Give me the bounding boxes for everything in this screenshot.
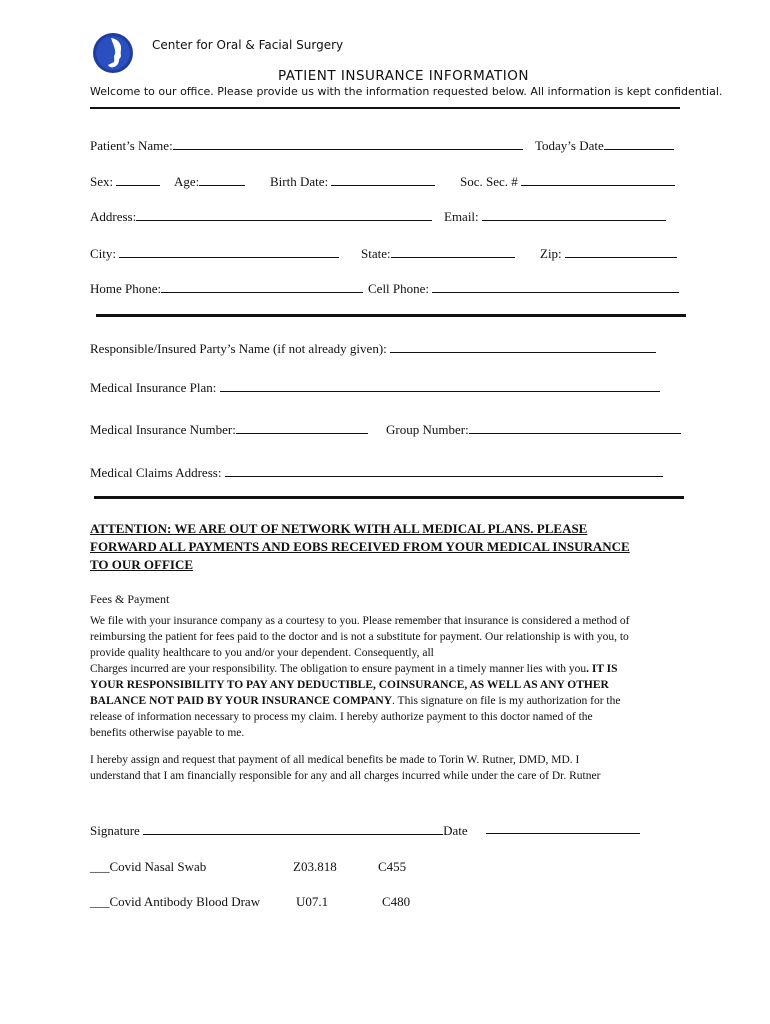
zip-field[interactable] bbox=[565, 245, 677, 258]
today-date-field[interactable] bbox=[604, 137, 674, 150]
fees-bold-text: BALANCE NOT PAID BY YOUR INSURANCE COMPANY bbox=[90, 695, 392, 707]
claims-field[interactable] bbox=[225, 464, 663, 477]
insurance-number-field[interactable] bbox=[236, 421, 368, 434]
birth-date-label: Birth Date: bbox=[270, 174, 329, 189]
zip-row bbox=[540, 245, 677, 262]
fees-bold-text: . IT IS bbox=[586, 663, 618, 675]
fees-line bbox=[90, 661, 690, 677]
sex-label: Sex: bbox=[90, 174, 114, 189]
patient-name-label: Patient’s Name: bbox=[90, 138, 173, 153]
insurance-number-label: Medical Insurance Number: bbox=[90, 422, 236, 437]
assignment-paragraph bbox=[90, 752, 690, 784]
state-field[interactable] bbox=[391, 245, 515, 258]
fees-heading: Fees & Payment bbox=[90, 592, 170, 606]
responsible-label: Responsible/Insured Party’s Name (if not already given): bbox=[90, 341, 387, 356]
signature-date-field[interactable] bbox=[486, 833, 640, 834]
city-field[interactable] bbox=[119, 245, 339, 258]
fees-line: benefits otherwise payable to me. bbox=[90, 727, 245, 739]
group-label: Group Number: bbox=[386, 422, 469, 437]
insurance-number-row bbox=[90, 421, 368, 438]
age-label: Age: bbox=[174, 174, 200, 189]
age-row bbox=[174, 173, 245, 190]
group-row bbox=[386, 421, 681, 438]
address-label: Address: bbox=[90, 209, 137, 224]
group-field[interactable] bbox=[469, 421, 681, 434]
today-date-row bbox=[535, 137, 674, 154]
today-date-label: Today’s Date bbox=[535, 138, 604, 153]
responsible-row bbox=[90, 340, 656, 357]
signature-label: Signature bbox=[90, 823, 140, 838]
covid-code: C455 bbox=[378, 859, 407, 874]
home-phone-row bbox=[90, 280, 363, 297]
fees-line: release of information necessary to process my claim. I hereby authorize payment to this doctor named of the bbox=[90, 711, 593, 723]
attention-line-3: TO OUR OFFICE bbox=[90, 557, 194, 572]
state-label: State: bbox=[361, 246, 391, 261]
signature-row bbox=[90, 822, 468, 839]
patient-name-field[interactable] bbox=[173, 137, 523, 150]
fees-paragraph bbox=[90, 613, 690, 741]
state-row bbox=[361, 245, 515, 262]
signature-date-label: Date bbox=[443, 823, 468, 838]
sex-field[interactable] bbox=[116, 173, 160, 186]
welcome-text: Welcome to our office. Please provide us with the information requested below. All information is kept confidential. bbox=[90, 85, 723, 98]
home-phone-field[interactable] bbox=[161, 280, 363, 293]
covid-code: U07.1 bbox=[296, 894, 329, 909]
fees-line bbox=[90, 693, 690, 709]
form-title: PATIENT INSURANCE INFORMATION bbox=[278, 68, 529, 84]
covid-code: C480 bbox=[382, 894, 411, 909]
ssn-field[interactable] bbox=[521, 173, 675, 186]
sex-row bbox=[90, 173, 160, 190]
fees-line: reimbursing the patient for fees paid to the doctor and is not a substitute for payment. Our relationship is with you, to bbox=[90, 631, 629, 643]
logo-face-icon bbox=[92, 32, 134, 74]
signature-field[interactable] bbox=[143, 822, 443, 835]
plan-field[interactable] bbox=[220, 379, 660, 392]
city-row bbox=[90, 245, 339, 262]
section-divider-1 bbox=[96, 314, 686, 317]
zip-label: Zip: bbox=[540, 246, 562, 261]
email-row bbox=[444, 208, 666, 225]
header-divider bbox=[90, 107, 680, 109]
assignment-line: I hereby assign and request that payment of all medical benefits be made to Torin W. Rutner, DMD, MD. I bbox=[90, 754, 580, 766]
plan-label: Medical Insurance Plan: bbox=[90, 380, 217, 395]
birth-date-field[interactable] bbox=[331, 173, 435, 186]
home-phone-label: Home Phone: bbox=[90, 281, 162, 296]
email-label: Email: bbox=[444, 209, 479, 224]
responsible-field[interactable] bbox=[390, 340, 656, 353]
fees-text: Charges incurred are your responsibility. The obligation to ensure payment in a timely manner lies with you bbox=[90, 663, 587, 675]
fees-text: . This signature on file is my authorization for the bbox=[392, 695, 621, 707]
claims-label: Medical Claims Address: bbox=[90, 465, 222, 480]
claims-row bbox=[90, 464, 663, 481]
birth-row bbox=[270, 173, 435, 190]
city-label: City: bbox=[90, 246, 117, 261]
address-row bbox=[90, 208, 432, 225]
cell-phone-row bbox=[368, 280, 679, 297]
email-field[interactable] bbox=[482, 208, 666, 221]
patient-name-row bbox=[90, 137, 523, 154]
assignment-line: understand that I am financially responsible for any and all charges incurred while under the care of Dr. Rutner bbox=[90, 770, 601, 782]
ssn-label: Soc. Sec. # bbox=[460, 174, 518, 189]
fees-line: provide quality healthcare to you and/or your dependent. Consequently, all bbox=[90, 647, 434, 659]
org-name: Center for Oral & Facial Surgery bbox=[152, 38, 344, 52]
address-field[interactable] bbox=[136, 208, 432, 221]
fees-line: We file with your insurance company as a courtesy to you. Please remember that insurance is considered a method of bbox=[90, 615, 630, 627]
age-field[interactable] bbox=[199, 173, 245, 186]
cell-phone-field[interactable] bbox=[432, 280, 679, 293]
covid-label[interactable]: ___Covid Antibody Blood Draw bbox=[90, 894, 261, 909]
ssn-row bbox=[460, 173, 675, 190]
cell-phone-label: Cell Phone: bbox=[368, 281, 430, 296]
logo bbox=[92, 32, 134, 74]
covid-code: Z03.818 bbox=[293, 859, 337, 874]
section-divider-2 bbox=[94, 496, 684, 499]
fees-line: YOUR RESPONSIBILITY TO PAY ANY DEDUCTIBLE, COINSURANCE, AS WELL AS ANY OTHER bbox=[90, 679, 609, 691]
attention-line-2: FORWARD ALL PAYMENTS AND EOBS RECEIVED FROM YOUR MEDICAL INSURANCE bbox=[90, 539, 630, 554]
attention-line-1: ATTENTION: WE ARE OUT OF NETWORK WITH ALL MEDICAL PLANS. PLEASE bbox=[90, 521, 588, 536]
covid-label[interactable]: ___Covid Nasal Swab bbox=[90, 859, 207, 874]
plan-row bbox=[90, 379, 660, 396]
